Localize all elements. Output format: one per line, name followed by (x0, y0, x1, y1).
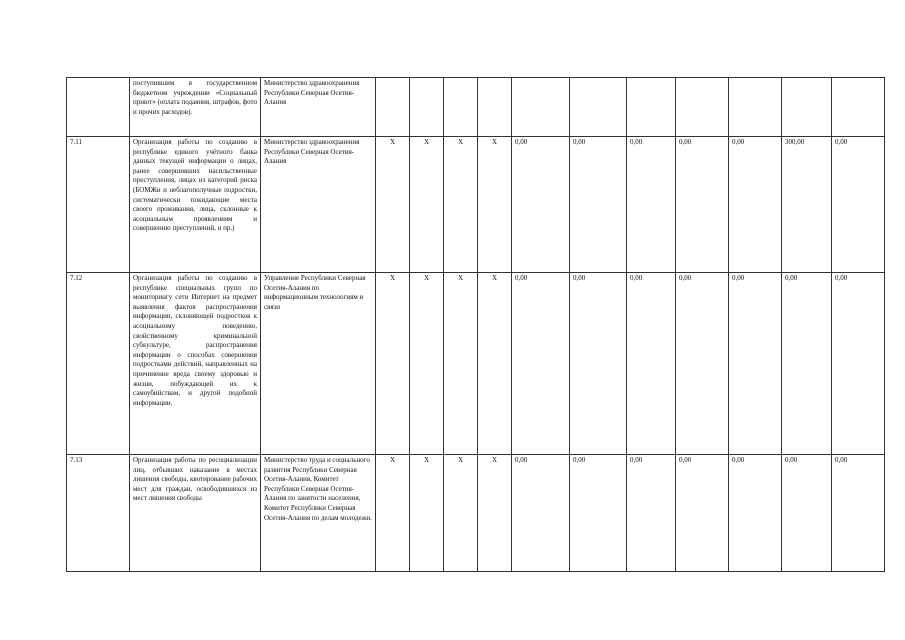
value-cell: 0,00 (570, 455, 627, 572)
value-cell: 0,00 (512, 137, 570, 273)
mark-cell: X (444, 273, 478, 455)
activity-cell: поступившим в государственном бюджетном учреждении «Социальный приют» (оплата подаяния, штрафов, фото и прочих расходов). (130, 78, 261, 137)
value-cell (782, 78, 832, 137)
item-number-cell: 7.13 (67, 455, 130, 572)
mark-cell (444, 78, 478, 137)
value-cell: 0,00 (832, 137, 885, 273)
value-cell: 0,00 (512, 273, 570, 455)
value-cell: 0,00 (627, 273, 676, 455)
value-cell (512, 78, 570, 137)
item-number-cell (67, 78, 130, 137)
mark-cell: X (410, 273, 444, 455)
mark-cell (478, 78, 512, 137)
mark-cell: X (410, 455, 444, 572)
value-cell: 0,00 (782, 273, 832, 455)
value-cell: 0,00 (832, 455, 885, 572)
value-cell (832, 78, 885, 137)
value-cell: 0,00 (729, 273, 782, 455)
executor-cell: Министерство труда и социального развития Республики Северная Осетия-Алания, Комитет Республики Северная Осетия-Алания по занятости населения, Комитет Республики Северная Осетия-Алания по делам молодежи. (261, 455, 376, 572)
value-cell: 0,00 (627, 455, 676, 572)
table-row (67, 78, 885, 137)
mark-cell: X (478, 273, 512, 455)
mark-cell: X (478, 455, 512, 572)
mark-cell: X (376, 137, 410, 273)
mark-cell: X (478, 137, 512, 273)
value-cell: 0,00 (832, 273, 885, 455)
item-number-cell: 7.11 (67, 137, 130, 273)
value-cell (729, 78, 782, 137)
program-table (66, 77, 885, 572)
value-cell: 0,00 (676, 137, 729, 273)
value-cell (627, 78, 676, 137)
mark-cell (376, 78, 410, 137)
table-row (67, 273, 885, 455)
value-cell: 0,00 (729, 455, 782, 572)
value-cell: 0,00 (512, 455, 570, 572)
item-number-cell: 7.12 (67, 273, 130, 455)
table-row (67, 455, 885, 572)
mark-cell: X (376, 455, 410, 572)
activity-cell: Организация работы по ресоциализации лиц, отбывших наказание в местах лишения свободы, квотирование рабочих мест для граждан, освободившихся из мест лишения свободы (130, 455, 261, 572)
executor-cell: Министерство здравоохранения Республики Северная Осетия-Алания (261, 137, 376, 273)
executor-cell: Управление Республики Северная Осетия-Алания по информационным технологиям и связи (261, 273, 376, 455)
value-cell (570, 78, 627, 137)
value-cell: 300,00 (782, 137, 832, 273)
mark-cell: X (444, 455, 478, 572)
value-cell (676, 78, 729, 137)
value-cell: 0,00 (570, 273, 627, 455)
activity-cell: Организация работы по созданию в республике специальных групп по мониторингу сети Интернет на предмет выявления фактов распространения информации, склоняющей подростков к асоциальному поведению, свойственному криминальной субкультуре, распространения информации о способах совершения подростками действий, направленных на причинение вреда своему здоровью и жизни, побуждающей их к самоубийствам, и другой подобной информации. (130, 273, 261, 455)
value-cell: 0,00 (676, 455, 729, 572)
mark-cell (410, 78, 444, 137)
value-cell: 0,00 (627, 137, 676, 273)
mark-cell: X (444, 137, 478, 273)
mark-cell: X (410, 137, 444, 273)
value-cell: 0,00 (676, 273, 729, 455)
value-cell: 0,00 (570, 137, 627, 273)
executor-cell: Министерство здравоохранения Республики Северная Осетия-Алания (261, 78, 376, 137)
mark-cell: X (376, 273, 410, 455)
value-cell: 0,00 (782, 455, 832, 572)
value-cell: 0,00 (729, 137, 782, 273)
table-row (67, 137, 885, 273)
activity-cell: Организация работы по созданию в республике единого учётного банка данных текущей информации о лицах, ранее совершивших насильственные преступления, лицах из категорий риска (БОМЖи и неблагополучные подростки, систематически покидающие места своего проживания, лица, склонные к асоциальным проявлениям и совершению преступлений, и пр.) (130, 137, 261, 273)
